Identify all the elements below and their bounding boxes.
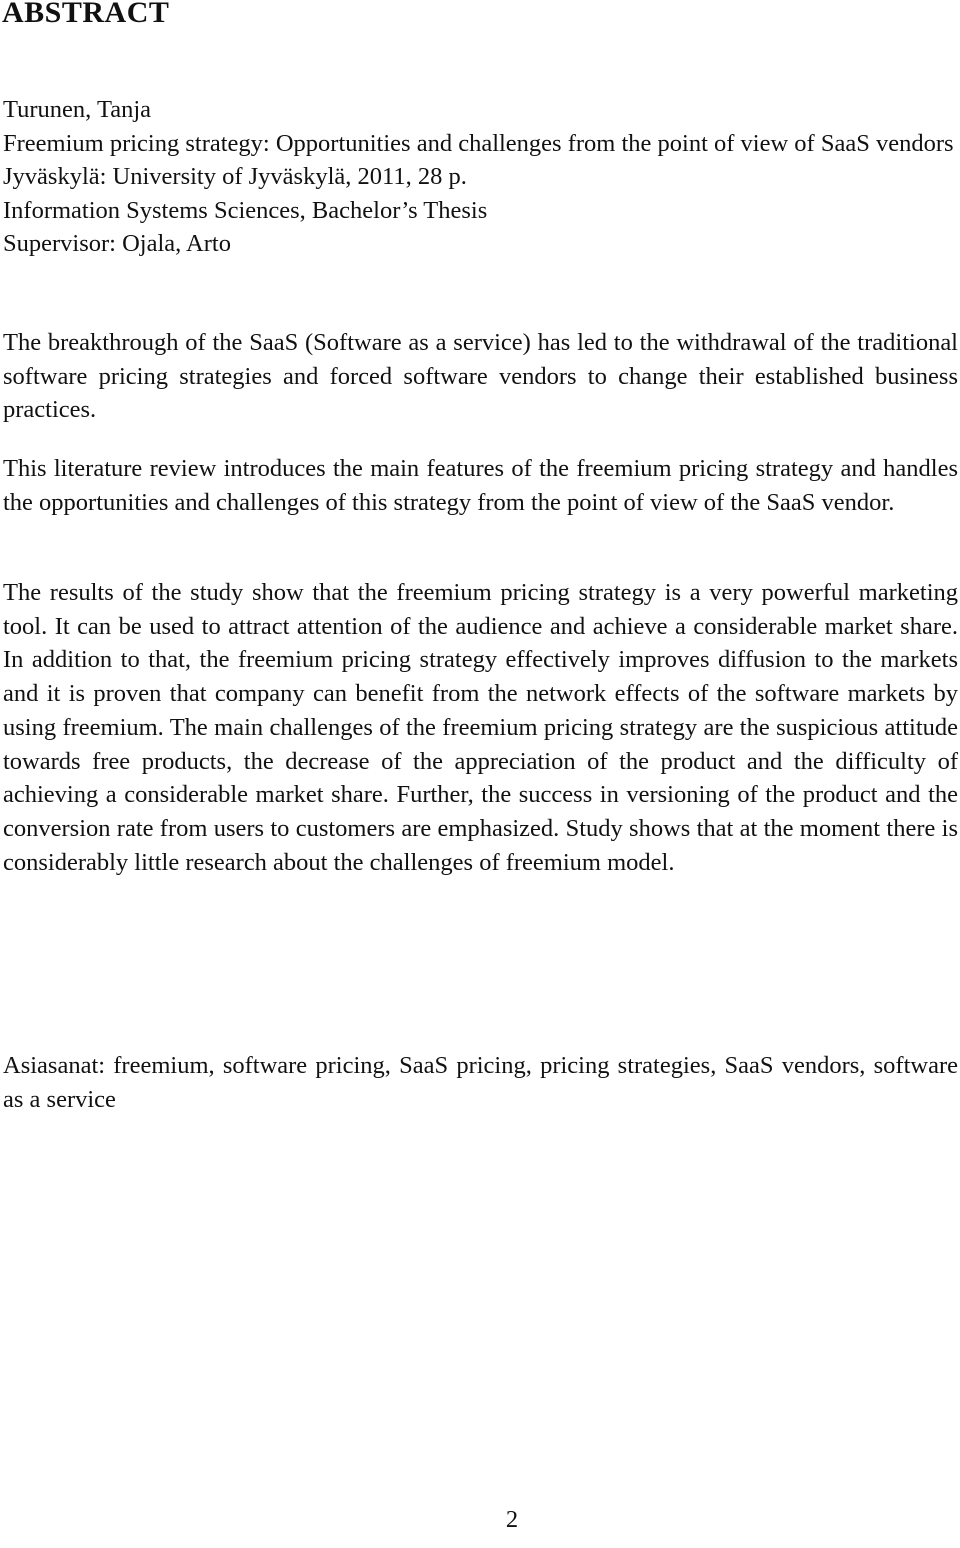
- thesis-title: Freemium pricing strategy: Opportunities and challenges from the point of view of SaaS vendors: [3, 129, 954, 157]
- keywords: Asiasanat: freemium, software pricing, SaaS pricing, pricing strategies, SaaS vendors, software as a service: [3, 1052, 958, 1113]
- author-line: Turunen, Tanja: [3, 96, 152, 123]
- publication-line: Jyväskylä: University of Jyväskylä, 2011, 28 p.: [3, 163, 467, 191]
- thesis-metadata: [3, 93, 958, 261]
- degree-line: Information Systems Sciences, Bachelor’s Thesis: [3, 196, 488, 224]
- abstract-paragraph-2: This literature review introduces the main features of the freemium pricing strategy and handles the opportunities and challenges of this strategy from the point of view of the SaaS vendor.: [3, 455, 958, 516]
- supervisor-line: Supervisor: Ojala, Arto: [3, 230, 231, 258]
- page-number: 2: [505, 1506, 519, 1533]
- abstract-paragraph-1: The breakthrough of the SaaS (Software as a service) has led to the withdrawal of the traditional software pricing strategies and forced software vendors to change their established business practices.: [3, 329, 958, 424]
- abstract-heading: ABSTRACT: [2, 0, 170, 29]
- abstract-paragraph-3: The results of the study show that the freemium pricing strategy is a very powerful marketing tool. It can be used to attract attention of the audience and achieve a considerable market share. In addition to that, the freemium pricing strategy effectively improves diffusion to the markets and it is proven that company can benefit from the network effects of the software markets by using freemium. The main challenges of the freemium pricing strategy are the suspicious attitude towards free products, the decrease of the appreciation of the product and the difficulty of achieving a considerable market share. Further, the success in versioning of the product and the conversion rate from users to customers are emphasized. Study shows that at the moment there is considerably little research about the challenges of freemium model.: [3, 579, 958, 876]
